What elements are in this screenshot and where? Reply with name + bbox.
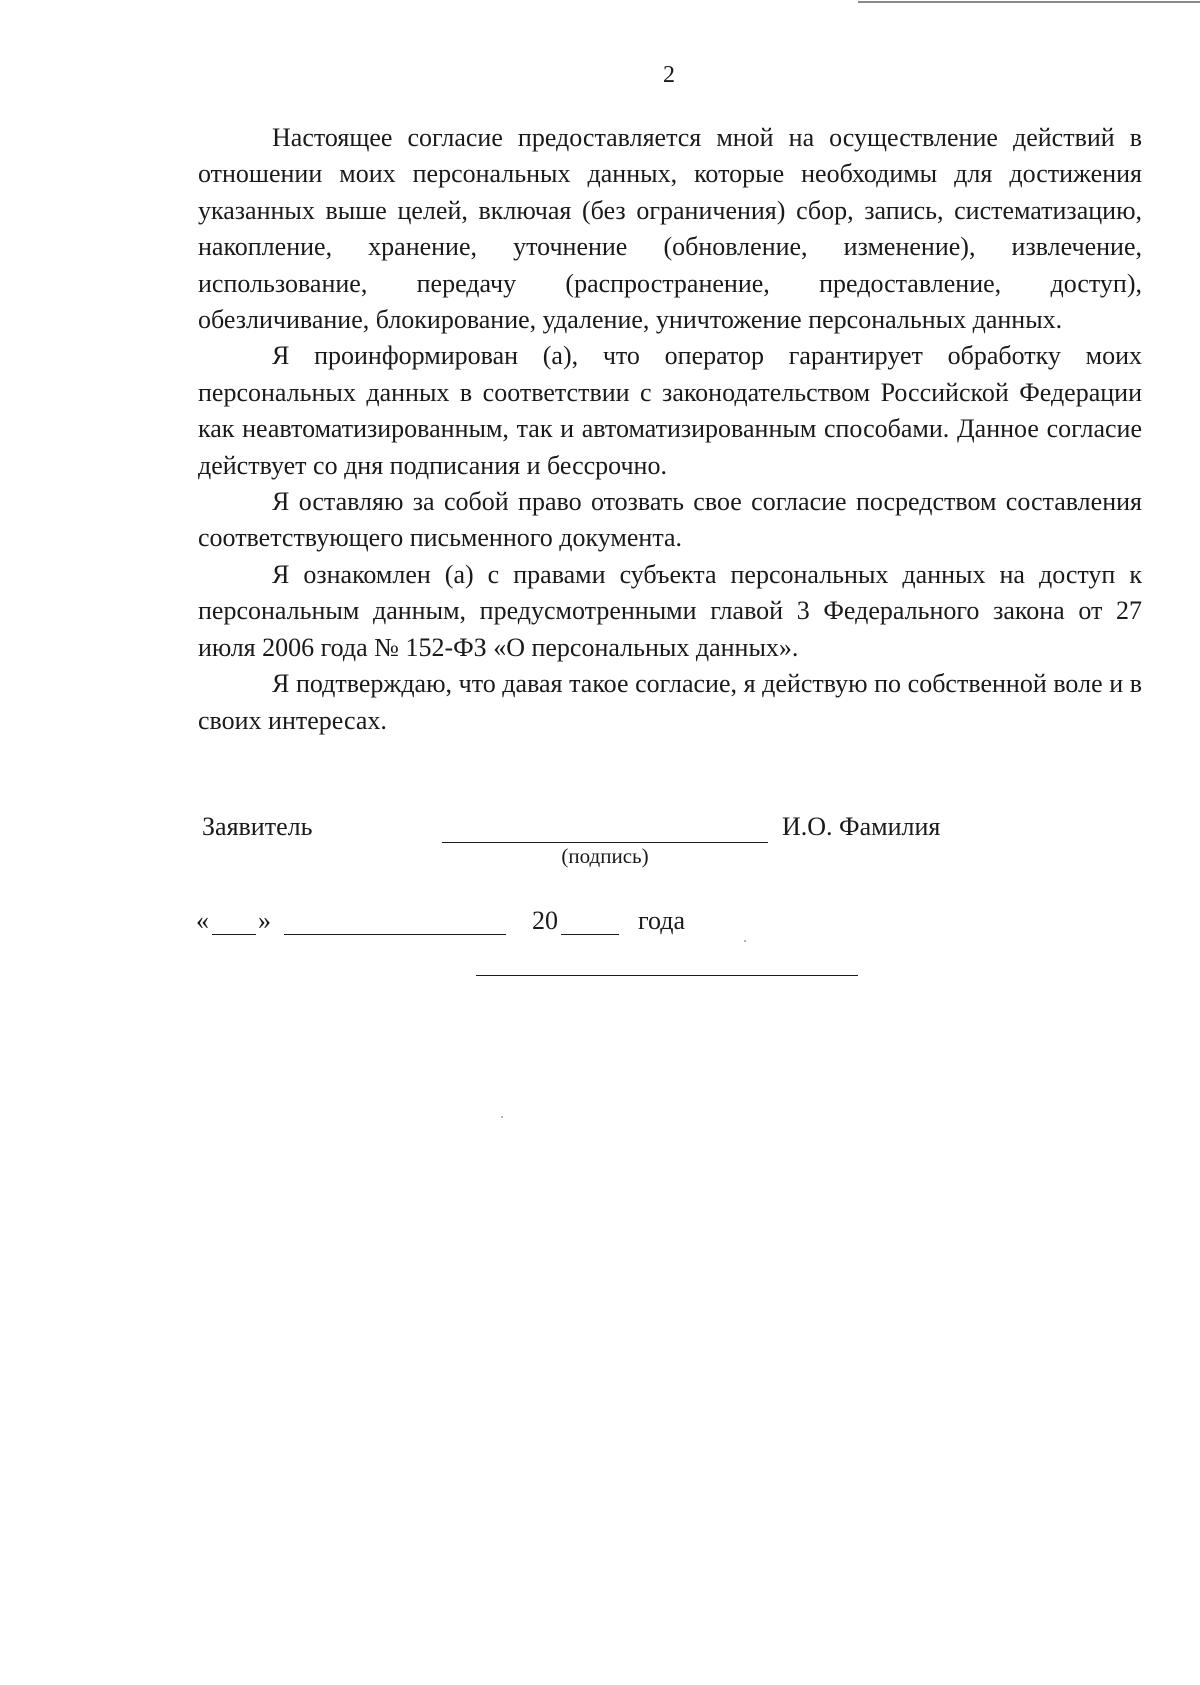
paragraph-operator-guarantee: Я проинформирован (а), что оператор гарантирует обработку моих персональных данных в соответствии с законодательством Российской Федерации как неавтоматизированным, так и автоматизированным способами. Данное согласие действует со дня подписания и бессрочно. [198, 341, 1142, 480]
date-row [196, 906, 756, 942]
scan-speck [501, 1116, 503, 1118]
page-number: 2 [663, 62, 675, 88]
paragraph-rights-acknowledgement: Я ознакомлен (а) с правами субъекта персональных данных на доступ к персональным данным, предусмотренными главой 3 Федерального закона от 27 июля 2006 года № 152-ФЗ «О персональных данных». [198, 559, 1142, 662]
year-blank-line[interactable] [561, 934, 619, 935]
date-open-quote: « [196, 906, 209, 935]
applicant-label: Заявитель [202, 812, 313, 841]
month-blank-line[interactable] [284, 934, 506, 935]
signer-name: И.О. Фамилия [782, 812, 941, 841]
scan-speck [744, 940, 746, 942]
paragraph-free-will: Я подтверждаю, что давая такое согласие, я действую по собственной воле и в своих интересах. [198, 669, 1142, 735]
signature-blank-line[interactable] [442, 842, 768, 843]
signature-caption: (подпись) [561, 844, 649, 868]
year-prefix: 20 [532, 906, 558, 935]
paragraph-revocation-right: Я оставляю за собой право отозвать свое согласие посредством составления соответствующего письменного документа. [198, 487, 1142, 553]
closing-rule [476, 975, 858, 976]
paragraph-consent-actions: Настоящее согласие предоставляется мной на осуществление действий в отношении моих персональных данных, которые необходимы для достижения указанных выше целей, включая (без ограничения) сбор, запись, систематизацию, накопление, хранение, уточнение (обновление, изменение), извлечение, использование, передачу (распространение, предоставление, доступ), обезличивание, блокирование, удаление, уничтожение персональных данных. [198, 123, 1142, 335]
date-close-quote: » [258, 906, 271, 935]
day-blank-line[interactable] [212, 934, 256, 935]
year-suffix: года [638, 906, 686, 935]
